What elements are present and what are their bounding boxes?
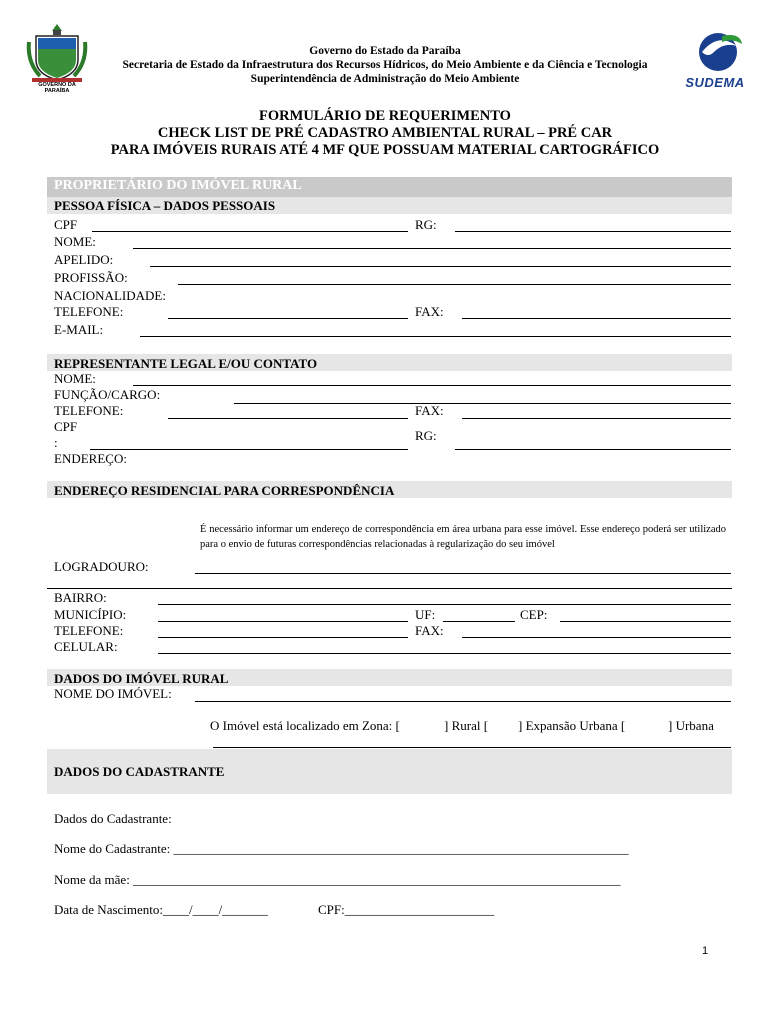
representative-band bbox=[47, 354, 732, 371]
owner-rg-field[interactable] bbox=[455, 231, 731, 232]
registrant-cpf-field[interactable]: CPF:_______________________ bbox=[318, 902, 495, 917]
state-field[interactable] bbox=[443, 621, 515, 622]
property-heading: DADOS DO IMÓVEL RURAL bbox=[54, 671, 229, 686]
form-title-line3: PARA IMÓVEIS RURAIS ATÉ 4 MF QUE POSSUAM MATERIAL CARTOGRÁFICO bbox=[110, 142, 660, 158]
property-name-label: NOME DO IMÓVEL: bbox=[54, 686, 172, 701]
city-label: MUNICÍPIO: bbox=[54, 607, 127, 622]
mobile-label: CELULAR: bbox=[54, 639, 118, 654]
rep-name-label: NOME: bbox=[54, 371, 96, 386]
sudema-logo bbox=[680, 28, 748, 92]
registrant-band bbox=[47, 749, 732, 794]
zone-urban-expansion-option[interactable]: ] Expansão Urbana [ bbox=[518, 718, 626, 733]
owner-name-label: NOME: bbox=[54, 234, 96, 249]
address-fax-label: FAX: bbox=[415, 623, 444, 638]
mother-name-field[interactable]: Nome da mãe: ___________________________________________________________________________ bbox=[54, 872, 621, 887]
owner-phone-label: TELEFONE: bbox=[54, 304, 124, 319]
owner-fax-field[interactable] bbox=[462, 318, 731, 319]
address-note: É necessário informar um endereço de correspondência em área urbana para esse imóvel. Esse endereço poderá ser utilizado para o envio de futuras correspondências relacionadas à regularização do seu imóvel bbox=[200, 524, 726, 550]
header-government: Governo do Estado da Paraíba bbox=[309, 45, 461, 57]
header-secretariat: Secretaria de Estado da Infraestrutura dos Recursos Hídricos, do Meio Ambiente e da Ciência e Tecnologia bbox=[122, 59, 648, 71]
mobile-field[interactable] bbox=[158, 653, 731, 654]
registrant-data-label: Dados do Cadastrante: bbox=[54, 811, 172, 826]
rep-fax-label: FAX: bbox=[415, 403, 444, 418]
zone-rural-option[interactable]: ] Rural [ bbox=[444, 718, 489, 733]
personal-data-band bbox=[47, 197, 732, 214]
rep-rg-field[interactable] bbox=[455, 449, 731, 450]
page-number: 1 bbox=[702, 945, 709, 957]
street-label: LOGRADOURO: bbox=[54, 559, 149, 574]
owner-fax-label: FAX: bbox=[415, 304, 444, 319]
district-field[interactable] bbox=[158, 604, 731, 605]
state-label: UF: bbox=[415, 607, 436, 622]
paraiba-coat-of-arms-logo bbox=[26, 22, 88, 92]
address-band bbox=[47, 481, 732, 498]
district-label: BAIRRO: bbox=[54, 590, 107, 605]
address-phone-label: TELEFONE: bbox=[54, 623, 124, 638]
left-logo-caption: GOVERNO DA PARAÍBA bbox=[38, 82, 76, 94]
registrant-heading: DADOS DO CADASTRANTE bbox=[54, 764, 225, 779]
registrant-name-field[interactable]: Nome do Cadastrante: ______________________________________________________________________ bbox=[54, 841, 629, 856]
owner-phone-field[interactable] bbox=[168, 318, 408, 319]
street-field-continued[interactable] bbox=[47, 588, 732, 589]
rep-role-label: FUNÇÃO/CARGO: bbox=[54, 387, 161, 402]
zip-field[interactable] bbox=[560, 621, 731, 622]
rep-phone-field[interactable] bbox=[168, 418, 408, 419]
rep-cpf-field[interactable] bbox=[90, 449, 408, 450]
birth-date-field[interactable]: Data de Nascimento:____/____/_______ bbox=[54, 902, 268, 917]
rep-name-field[interactable] bbox=[133, 385, 731, 386]
rep-cpf-label: CPF bbox=[54, 419, 78, 434]
owner-nickname-field[interactable] bbox=[150, 266, 731, 267]
zone-urban-option[interactable]: ] Urbana bbox=[668, 718, 714, 733]
property-band bbox=[47, 669, 732, 686]
rep-address-label: ENDEREÇO: bbox=[54, 451, 127, 466]
form-title-line2: CHECK LIST DE PRÉ CADASTRO AMBIENTAL RURAL – PRÉ CAR bbox=[157, 125, 613, 141]
rep-cpf-colon: : bbox=[54, 435, 58, 450]
owner-cpf-label: CPF bbox=[54, 217, 78, 232]
street-field[interactable] bbox=[195, 573, 731, 574]
rep-fax-field[interactable] bbox=[462, 418, 731, 419]
owner-nationality-label: NACIONALIDADE: bbox=[54, 288, 166, 303]
address-phone-field[interactable] bbox=[158, 637, 408, 638]
zone-underline bbox=[213, 747, 731, 748]
rep-role-field[interactable] bbox=[234, 403, 731, 404]
owner-cpf-field[interactable] bbox=[92, 231, 408, 232]
property-name-field[interactable] bbox=[195, 701, 731, 702]
city-field[interactable] bbox=[158, 621, 408, 622]
owner-email-field[interactable] bbox=[140, 336, 731, 337]
header-superintendence: Superintendência de Administração do Meio Ambiente bbox=[250, 73, 520, 85]
owner-profession-label: PROFISSÃO: bbox=[54, 270, 128, 285]
sudema-logo-text: SUDEMA bbox=[685, 75, 745, 90]
owner-nickname-label: APELIDO: bbox=[54, 252, 114, 267]
owner-section-band bbox=[47, 177, 732, 197]
representative-heading: REPRESENTANTE LEGAL E/OU CONTATO bbox=[54, 356, 318, 371]
zone-label: O Imóvel está localizado em Zona: [ bbox=[210, 718, 400, 733]
form-title-line1: FORMULÁRIO DE REQUERIMENTO bbox=[259, 108, 511, 124]
address-fax-field[interactable] bbox=[462, 637, 731, 638]
rep-rg-label: RG: bbox=[415, 428, 437, 443]
owner-profession-field[interactable] bbox=[178, 284, 731, 285]
owner-email-label: E-MAIL: bbox=[54, 322, 104, 337]
owner-rg-label: RG: bbox=[415, 217, 437, 232]
rep-phone-label: TELEFONE: bbox=[54, 403, 124, 418]
address-heading: ENDEREÇO RESIDENCIAL PARA CORRESPONDÊNCIA bbox=[54, 483, 395, 498]
owner-name-field[interactable] bbox=[133, 248, 731, 249]
owner-section-title: PROPRIETÁRIO DO IMÓVEL RURAL bbox=[54, 178, 302, 193]
zip-label: CEP: bbox=[520, 607, 548, 622]
personal-data-heading: PESSOA FÍSICA – DADOS PESSOAIS bbox=[54, 198, 276, 213]
